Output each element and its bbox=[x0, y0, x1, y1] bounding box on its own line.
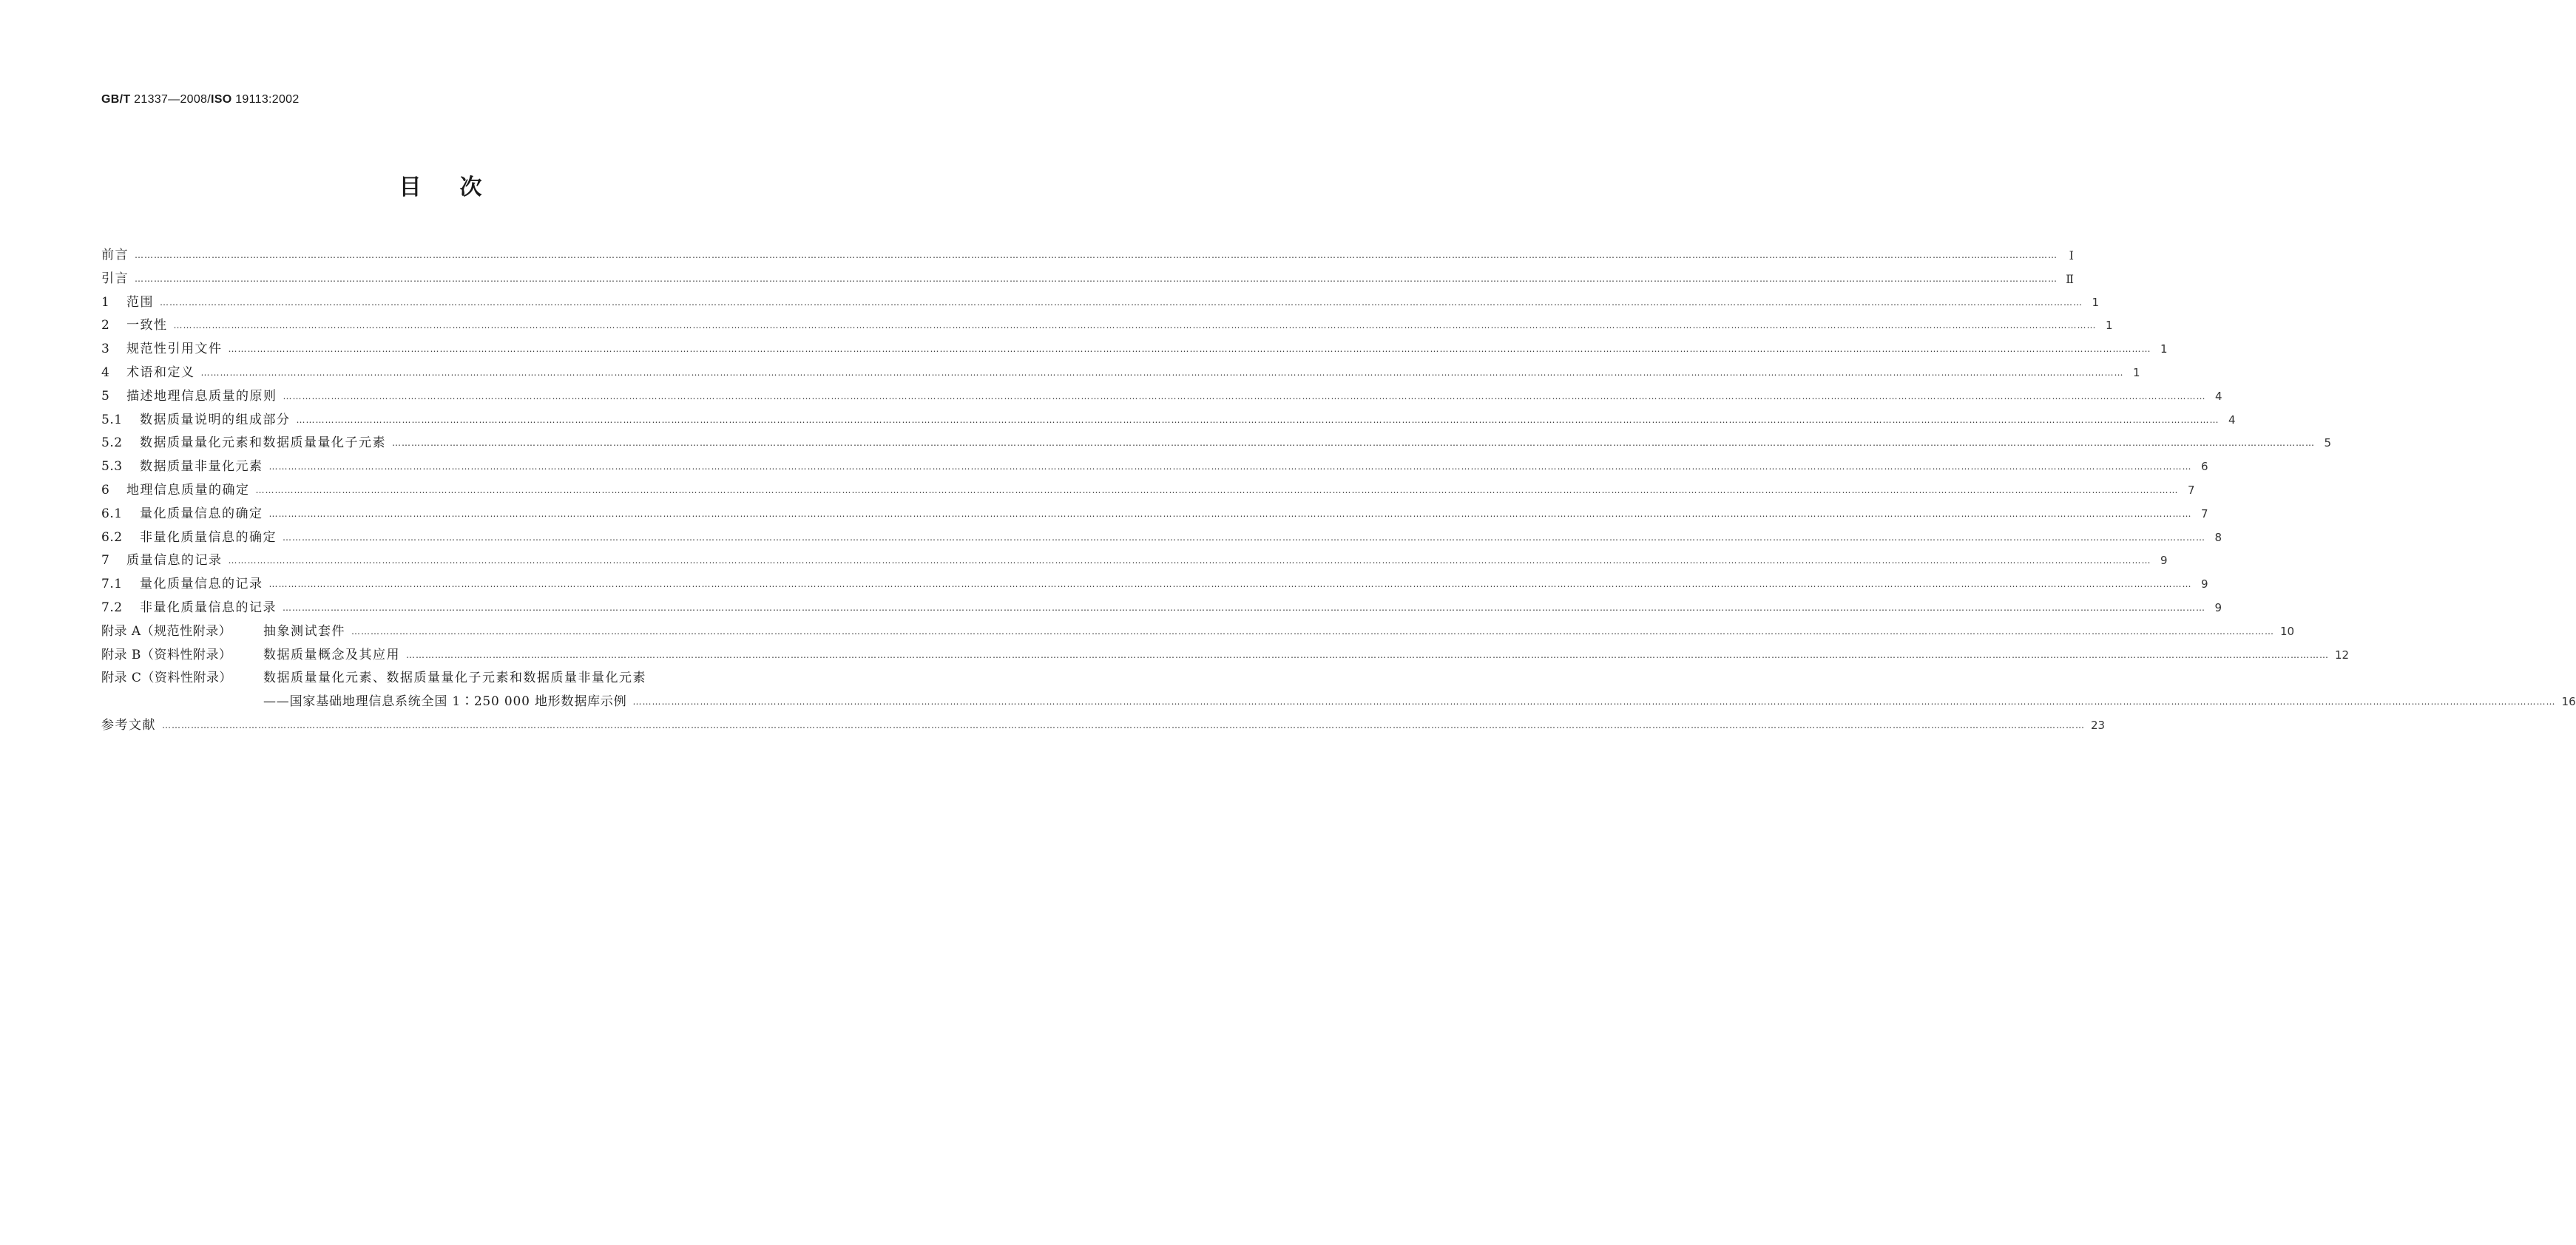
toc-label: 规范性引用文件 bbox=[126, 342, 223, 357]
leader-dots: …………………………………………………………………………………………………………………………………………………………………………………………………………………………………………………………………………………………………………………………………………………………………………………………………………………………………………………………………………………………………………………………………………………… bbox=[392, 438, 2315, 449]
toc-label: 数据质量非量化元素 bbox=[140, 459, 263, 475]
leader-dots: …………………………………………………………………………………………………………………………………………………………………………………………………………………………………………………………………………………………………………………………………………………………………………………………………………………………………………………………………………………………………………………………………………………… bbox=[135, 273, 2058, 284]
leader-dots: …………………………………………………………………………………………………………………………………………………………………………………………………………………………………………………………………………………………………………………………………………………………………………………………………………………………………………………………………………………………………………………………………………………… bbox=[173, 320, 2097, 331]
toc-number: 附录 A（规范性附录） bbox=[101, 623, 232, 639]
leader-dots: …………………………………………………………………………………………………………………………………………………………………………………………………………………………………………………………………………………………………………………………………………………………………………………………………………………………………………………………………………………………………………………………………………………… bbox=[268, 508, 2192, 519]
leader-dots: …………………………………………………………………………………………………………………………………………………………………………………………………………………………………………………………………………………………………………………………………………………………………………………………………………………………………………………………………………………………………………………………………………………… bbox=[351, 625, 2274, 637]
toc-number: 6.1 bbox=[101, 506, 123, 521]
toc-number: 5.2 bbox=[101, 435, 123, 451]
toc-label: 量化质量信息的记录 bbox=[140, 577, 263, 592]
toc-entry-1[interactable] bbox=[101, 291, 2099, 315]
toc-entry-7[interactable] bbox=[101, 549, 2168, 573]
toc-label: 范围 bbox=[126, 294, 154, 310]
toc-label: 地理信息质量的确定 bbox=[126, 482, 250, 498]
std-code: 21337—2008/ bbox=[130, 93, 211, 106]
toc-entry-6-1[interactable] bbox=[101, 503, 2208, 526]
toc-number: 5.3 bbox=[101, 459, 123, 475]
toc-page: 1 bbox=[2105, 319, 2113, 333]
leader-dots: …………………………………………………………………………………………………………………………………………………………………………………………………………………………………………………………………………………………………………………………………………………………………………………………………………………………………………………………………………………………………………………………………………………… bbox=[268, 461, 2192, 472]
toc-number: 6.2 bbox=[101, 529, 123, 545]
toc-entry-introduction[interactable] bbox=[101, 268, 2074, 291]
toc-label: 数据质量概念及其应用 bbox=[263, 647, 400, 662]
leader-dots: …………………………………………………………………………………………………………………………………………………………………………………………………………………………………………………………………………………………………………………………………………………………………………………………………………………………………………………………………………………………………………………………………………………… bbox=[135, 250, 2058, 260]
leader-dots: …………………………………………………………………………………………………………………………………………………………………………………………………………………………………………………………………………………………………………………………………………………………………………………………………………………………………………………………………………………………………………………………………………………… bbox=[283, 532, 2205, 543]
iso-prefix: ISO bbox=[211, 93, 232, 106]
toc-number: 7.2 bbox=[101, 600, 123, 615]
leader-dots: …………………………………………………………………………………………………………………………………………………………………………………………………………………………………………………………………………………………………………………………………………………………………………………………………………………………………………………………………………………………………………………………………………………… bbox=[228, 344, 2151, 355]
toc-label: 量化质量信息的确定 bbox=[140, 506, 263, 521]
toc-entry-7-2[interactable] bbox=[101, 597, 2222, 620]
toc-page: Ⅰ bbox=[2069, 248, 2074, 262]
toc-page: 9 bbox=[2214, 600, 2222, 614]
leader-dots: …………………………………………………………………………………………………………………………………………………………………………………………………………………………………………………………………………………………………………………………………………………………………………………………………………………………………………………………………………………………………………………………………………………… bbox=[255, 484, 2179, 495]
toc-number: 7.1 bbox=[101, 577, 123, 592]
toc-entry-5[interactable] bbox=[101, 385, 2222, 409]
toc-page: 4 bbox=[2214, 389, 2222, 403]
toc-page: 4 bbox=[2228, 413, 2236, 427]
toc-entry-annex-a[interactable] bbox=[101, 620, 2295, 644]
toc-label: 一致性 bbox=[126, 318, 168, 333]
toc-label: 数据质量说明的组成部分 bbox=[140, 412, 291, 427]
toc-entry-5-1[interactable] bbox=[101, 409, 2236, 432]
toc-page: 7 bbox=[2200, 506, 2208, 520]
toc-label: 数据质量量化元素、数据质量量化子元素和数据质量非量化元素 bbox=[263, 671, 646, 686]
standard-number bbox=[101, 93, 300, 106]
toc-label: ——国家基础地理信息系统全国 1∶250 000 地形数据库示例 bbox=[263, 694, 627, 710]
toc-entry-6-2[interactable] bbox=[101, 526, 2222, 550]
toc-page: 9 bbox=[2160, 554, 2168, 568]
leader-dots: …………………………………………………………………………………………………………………………………………………………………………………………………………………………………………………………………………………………………………………………………………………………………………………………………………………………………………………………………………………………………………………………………………………… bbox=[162, 719, 2085, 730]
leader-dots: …………………………………………………………………………………………………………………………………………………………………………………………………………………………………………………………………………………………………………………………………………………………………………………………………………………………………………………………………………………………………………………………………………………… bbox=[268, 579, 2192, 590]
toc-entry-2[interactable] bbox=[101, 314, 2113, 338]
toc-label: 非量化质量信息的确定 bbox=[140, 529, 277, 545]
toc-page: 8 bbox=[2214, 530, 2222, 544]
toc-page: 9 bbox=[2200, 577, 2208, 591]
toc-entry-annex-b[interactable] bbox=[101, 644, 2350, 668]
toc-label: 抽象测试套件 bbox=[263, 623, 345, 639]
toc-page: 10 bbox=[2280, 624, 2295, 638]
toc-label: 术语和定义 bbox=[126, 364, 195, 380]
toc-page: 1 bbox=[2092, 295, 2099, 309]
toc-entry-annex-c[interactable] bbox=[101, 667, 790, 691]
toc-number: 3 bbox=[101, 342, 110, 357]
toc-entry-bibliography[interactable] bbox=[101, 714, 2106, 738]
table-of-contents bbox=[101, 244, 2576, 738]
leader-dots: …………………………………………………………………………………………………………………………………………………………………………………………………………………………………………………………………………………………………………………………………………………………………………………………………………………………………………………………………………………………………………………………………………………… bbox=[283, 390, 2206, 401]
toc-label: 数据质量量化元素和数据质量量化子元素 bbox=[140, 435, 386, 451]
toc-number: 5 bbox=[101, 388, 110, 404]
leader-dots: …………………………………………………………………………………………………………………………………………………………………………………………………………………………………………………………………………………………………………………………………………………………………………………………………………………………………………………………………………………………………………………………………………………… bbox=[283, 602, 2205, 613]
toc-page: 5 bbox=[2324, 436, 2331, 450]
toc-number: 7 bbox=[101, 553, 110, 569]
toc-number: 6 bbox=[101, 482, 110, 498]
toc-label: 引言 bbox=[101, 271, 129, 286]
toc-label: 质量信息的记录 bbox=[126, 553, 223, 569]
toc-page: 12 bbox=[2335, 648, 2350, 662]
toc-page: 1 bbox=[2132, 365, 2140, 379]
iso-code: 19113:2002 bbox=[231, 93, 300, 106]
toc-page: 23 bbox=[2091, 718, 2106, 732]
std-prefix: GB/T bbox=[101, 93, 131, 106]
toc-entry-foreword[interactable] bbox=[101, 244, 2074, 268]
toc-label: 参考文献 bbox=[101, 717, 156, 733]
toc-number: 2 bbox=[101, 318, 110, 333]
toc-entry-5-3[interactable] bbox=[101, 455, 2208, 479]
toc-entry-6[interactable] bbox=[101, 479, 2195, 503]
leader-dots: …………………………………………………………………………………………………………………………………………………………………………………………………………………………………………………………………………………………………………………………………………………………………………………………………………………………………………………………………………………………………………………………………………………… bbox=[406, 649, 2329, 660]
toc-label: 前言 bbox=[101, 248, 129, 262]
toc-number: 4 bbox=[101, 364, 110, 380]
toc-entry-3[interactable] bbox=[101, 338, 2168, 362]
page-title: 目次 bbox=[399, 174, 521, 200]
toc-number: 5.1 bbox=[101, 412, 123, 427]
toc-entry-5-2[interactable] bbox=[101, 432, 2331, 455]
toc-label: 描述地理信息质量的原则 bbox=[126, 388, 277, 404]
toc-page: 1 bbox=[2160, 342, 2168, 356]
toc-page: 16 bbox=[2561, 695, 2576, 709]
toc-page: 7 bbox=[2187, 483, 2195, 497]
leader-dots: …………………………………………………………………………………………………………………………………………………………………………………………………………………………………………………………………………………………………………………………………………………………………………………………………………………………………………………………………………………………………………………………………………………… bbox=[200, 367, 2124, 378]
toc-page: Ⅱ bbox=[2066, 271, 2074, 286]
leader-dots: …………………………………………………………………………………………………………………………………………………………………………………………………………………………………………………………………………………………………………………………………………………………………………………………………………………………………………………………………………………………………………………………………………………… bbox=[160, 296, 2083, 308]
toc-page: 6 bbox=[2200, 460, 2208, 474]
leader-dots: …………………………………………………………………………………………………………………………………………………………………………………………………………………………………………………………………………………………………………………………………………………………………………………………………………………………………………………………………………………………………………………………………………………… bbox=[632, 696, 2556, 708]
toc-entry-7-1[interactable] bbox=[101, 573, 2208, 597]
leader-dots: …………………………………………………………………………………………………………………………………………………………………………………………………………………………………………………………………………………………………………………………………………………………………………………………………………………………………………………………………………………………………………………………………………………… bbox=[296, 414, 2220, 425]
toc-number: 1 bbox=[101, 294, 110, 310]
toc-entry-4[interactable] bbox=[101, 362, 2140, 385]
toc-label: 非量化质量信息的记录 bbox=[140, 600, 277, 615]
toc-number: 附录 B（资料性附录） bbox=[101, 647, 232, 662]
toc-entry-annex-c-subtitle[interactable] bbox=[101, 691, 2576, 714]
leader-dots: …………………………………………………………………………………………………………………………………………………………………………………………………………………………………………………………………………………………………………………………………………………………………………………………………………………………………………………………………………………………………………………………………………………… bbox=[228, 555, 2151, 566]
toc-number: 附录 C（资料性附录） bbox=[101, 671, 232, 686]
